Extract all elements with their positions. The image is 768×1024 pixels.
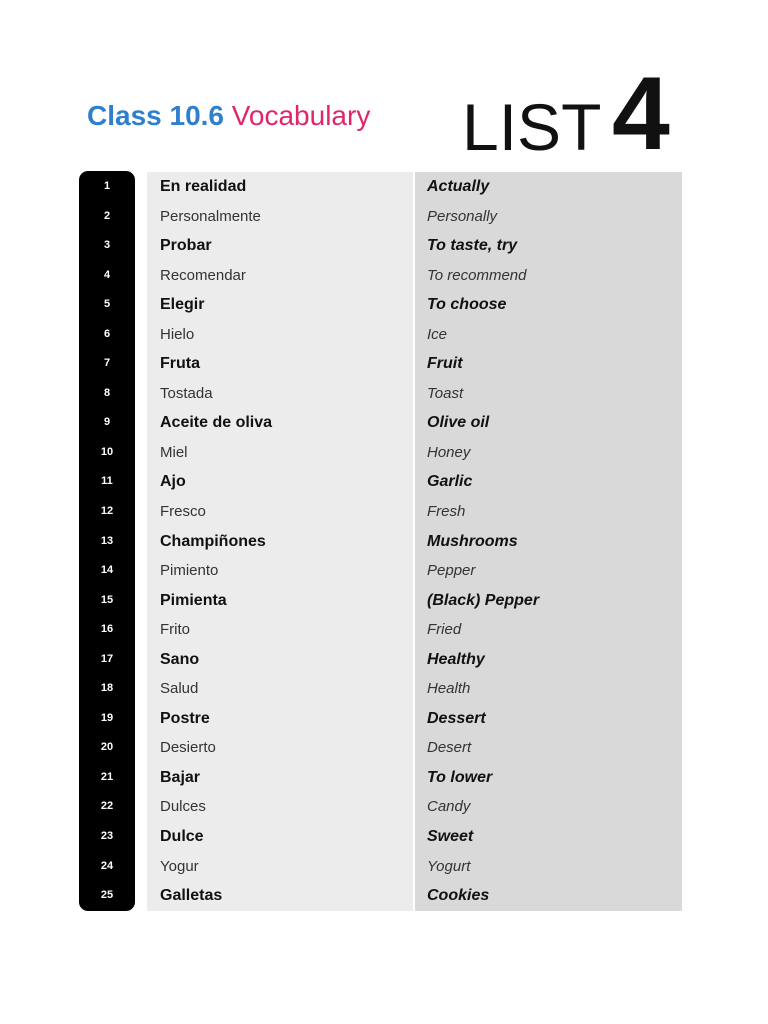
list-number: 4 — [612, 56, 670, 172]
row-number: 8 — [103, 386, 111, 399]
english-translation: Toast — [427, 384, 464, 402]
english-translation: To choose — [427, 296, 507, 314]
spanish-word: Yogur — [160, 857, 199, 875]
row-number: 2 — [103, 209, 111, 222]
english-translation: Honey — [427, 443, 471, 461]
english-translation: Candy — [427, 798, 471, 816]
vocab-row — [79, 881, 682, 911]
spanish-word: Dulce — [160, 828, 204, 846]
row-number: 5 — [103, 298, 111, 311]
spanish-word: Probar — [160, 237, 212, 255]
row-number: 21 — [100, 770, 114, 783]
vocabulary-label: Vocabulary — [231, 100, 371, 131]
spanish-word: Recomendar — [160, 266, 246, 284]
vocab-row — [79, 763, 682, 793]
spanish-word: Galletas — [160, 887, 223, 905]
vocab-row — [79, 290, 682, 320]
vocab-row — [79, 408, 682, 438]
english-translation: To recommend — [427, 266, 527, 284]
vocab-row — [79, 202, 682, 232]
vocab-row — [79, 792, 682, 822]
row-number: 16 — [100, 623, 114, 636]
row-number: 13 — [100, 534, 114, 547]
row-number: 23 — [100, 830, 114, 843]
vocabulary-list — [79, 172, 682, 911]
english-translation: Pepper — [427, 562, 476, 580]
vocab-row — [79, 586, 682, 616]
english-translation: Health — [427, 680, 471, 698]
english-translation: Fried — [427, 621, 462, 639]
spanish-word: Tostada — [160, 384, 213, 402]
spanish-word: Dulces — [160, 798, 206, 816]
english-translation: Mushrooms — [427, 532, 518, 550]
english-translation: Olive oil — [427, 414, 490, 432]
vocab-row — [79, 556, 682, 586]
english-translation: Garlic — [427, 473, 473, 491]
spanish-word: Ajo — [160, 473, 186, 491]
spanish-word: Sano — [160, 650, 200, 668]
vocab-row — [79, 379, 682, 409]
english-translation: Fresh — [427, 503, 466, 521]
row-number: 3 — [103, 239, 111, 252]
spanish-word: Aceite de oliva — [160, 414, 273, 432]
spanish-word: Miel — [160, 443, 188, 461]
vocab-row — [79, 527, 682, 557]
row-number: 25 — [100, 889, 114, 902]
english-translation: Desert — [427, 739, 472, 757]
vocab-row — [79, 172, 682, 202]
row-number: 17 — [100, 652, 114, 665]
spanish-word: En realidad — [160, 178, 247, 195]
spanish-word: Postre — [160, 709, 210, 727]
class-label: Class 10.6 — [87, 100, 224, 131]
vocab-row — [79, 467, 682, 497]
vocab-row — [79, 852, 682, 882]
english-translation: (Black) Pepper — [427, 591, 540, 609]
spanish-word: Personalmente — [160, 207, 261, 225]
spanish-word: Pimiento — [160, 562, 219, 580]
english-translation: Yogurt — [427, 857, 471, 875]
english-translation: Healthy — [427, 650, 485, 668]
row-number: 11 — [101, 475, 113, 488]
row-number: 10 — [100, 445, 114, 458]
spanish-word: Hielo — [160, 325, 195, 343]
english-translation: Personally — [427, 207, 498, 225]
vocab-row — [79, 261, 682, 291]
vocab-row — [79, 231, 682, 261]
vocab-row — [79, 349, 682, 379]
english-translation: Cookies — [427, 887, 490, 905]
row-number: 4 — [103, 268, 111, 281]
vocab-row — [79, 704, 682, 734]
spanish-word: Salud — [160, 680, 199, 698]
vocab-row — [79, 733, 682, 763]
spanish-word: Champiñones — [160, 532, 266, 550]
row-number: 7 — [103, 357, 111, 370]
spanish-word: Bajar — [160, 768, 201, 786]
row-number: 6 — [103, 327, 111, 340]
english-translation: Ice — [427, 325, 448, 343]
list-label: LIST — [462, 90, 602, 164]
row-number: 14 — [100, 564, 114, 577]
row-number: 19 — [100, 711, 114, 724]
spanish-word: Fresco — [160, 503, 206, 521]
vocab-row — [79, 674, 682, 704]
spanish-word: Elegir — [160, 296, 205, 314]
row-number: 18 — [100, 682, 114, 695]
vocab-row — [79, 320, 682, 350]
row-number: 12 — [100, 505, 114, 518]
english-translation: Fruit — [427, 355, 463, 373]
page-title — [87, 100, 370, 132]
row-number: 1 — [103, 180, 111, 192]
spanish-word: Desierto — [160, 739, 216, 757]
row-number: 20 — [100, 741, 114, 754]
row-number: 15 — [100, 593, 114, 606]
row-number: 9 — [103, 416, 111, 429]
english-translation: Dessert — [427, 709, 486, 727]
spanish-word: Frito — [160, 621, 190, 639]
spanish-word: Pimienta — [160, 591, 227, 609]
row-number: 22 — [100, 800, 114, 813]
english-translation: Actually — [427, 178, 490, 195]
english-translation: To taste, try — [427, 237, 518, 255]
vocab-row — [79, 438, 682, 468]
row-number: 24 — [100, 859, 114, 872]
vocab-row — [79, 497, 682, 527]
english-translation: To lower — [427, 768, 493, 786]
vocab-row — [79, 615, 682, 645]
english-translation: Sweet — [427, 828, 474, 846]
vocab-row — [79, 645, 682, 675]
spanish-word: Fruta — [160, 355, 200, 373]
vocab-row — [79, 822, 682, 852]
